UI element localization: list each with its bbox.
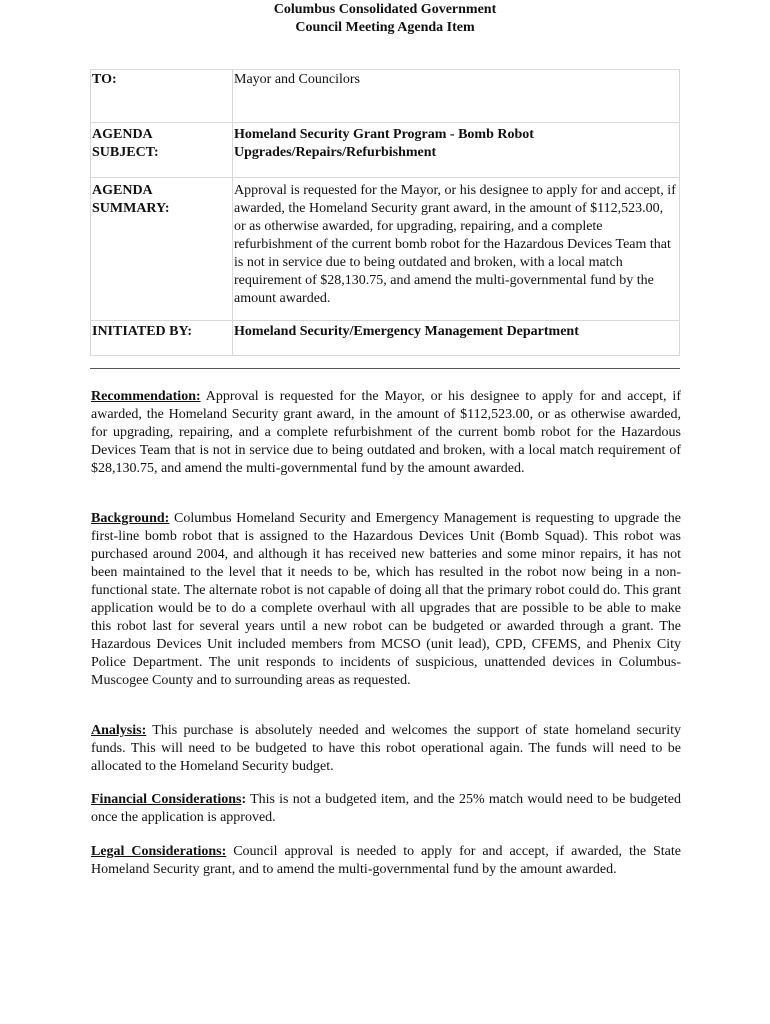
legal-text: Council approval is needed to apply for and accept, if awarded, the State Homeland Security grant, and to amend the multi-governmental fund by the amount awarded.: [91, 844, 681, 877]
recommendation-text: Approval is requested for the Mayor, or his designee to apply for and accept, if awarded, the Homeland Security grant award, in the amount of $112,523.00, or as otherwise awarded, for upgrading, repairing, and a complete refurbishment of the current bomb robot for the Hazardous Devices Team that is not in service due to being outdated and broken, with a local match requirement of $28,130.75, and amend the multi-governmental fund by the amount awarded.: [91, 389, 681, 476]
summary-value: Approval is requested for the Mayor, or his designee to apply for and accept, if awarded, the Homeland Security grant award, in the amount of $112,523.00, or as otherwise awarded, for upgrading, repairing, and a complete refurbishment of the current bomb robot for the Hazardous Devices Team that is not in service due to being outdated and broken, with a local match requirement of $28,130.75, and amend the multi-governmental fund by the amount awarded.: [233, 178, 680, 321]
financial-title: Financial Considerations: [91, 792, 242, 807]
legal-section: [91, 843, 681, 879]
background-title: Background:: [91, 511, 170, 526]
analysis-title: Analysis:: [91, 723, 147, 738]
analysis-text: This purchase is absolutely needed and welcomes the support of state homeland security funds. This will need to be budgeted to have this robot operational again. The funds will need to be allocated to the Homeland Security budget.: [91, 723, 681, 774]
background-text: Columbus Homeland Security and Emergency Management is requesting to upgrade the first-line bomb robot that is assigned to the Hazardous Devices Unit (Bomb Squad). This robot was purchased around 2004, and although it has received new batteries and some minor repairs, it has not been maintained to the level that it needs to be, which has resulted in the robot now being in a non-functional state. The alternate robot is not capable of doing all that the primary robot could do. This grant application would be to do a complete overhaul with all upgrades that are possible to be able to make this robot last for several years until a new robot can be budgeted or awarded through a grant. The Hazardous Devices Unit included members from MCSO (unit lead), CPD, CFEMS, and Phenix City Police Department. The unit responds to incidents of suspicious, unattended devices in Columbus-Muscogee County and to surrounding areas as requested.: [91, 511, 681, 688]
header-line-2: Council Meeting Agenda Item: [295, 20, 475, 35]
summary-label-line-1: AGENDA: [92, 183, 153, 198]
initiated-label: INITIATED BY:: [91, 321, 233, 356]
subject-value: [233, 123, 680, 178]
agenda-row-subject: [91, 123, 680, 178]
subject-label-line-2: SUBJECT:: [92, 145, 159, 160]
subject-value-line-1: Homeland Security Grant Program - Bomb Robot: [234, 127, 534, 142]
section-divider: [90, 368, 680, 369]
subject-value-line-2: Upgrades/Repairs/Refurbishment: [234, 145, 437, 160]
to-value: Mayor and Councilors: [233, 70, 680, 123]
legal-title: Legal Considerations:: [91, 844, 227, 859]
header-line-1: Columbus Consolidated Government: [273, 2, 497, 17]
financial-title-colon: :: [241, 792, 247, 807]
document-header: [0, 1, 770, 37]
agenda-row-summary: [91, 178, 680, 321]
financial-text: This is not a budgeted item, and the 25% match would need to be budgeted once the application is approved.: [91, 792, 681, 825]
agenda-row-to: [91, 70, 680, 123]
summary-label: [91, 178, 233, 321]
financial-section: [91, 791, 681, 827]
initiated-value: Homeland Security/Emergency Management Department: [233, 321, 680, 356]
agenda-table: [90, 69, 680, 356]
agenda-row-initiated: [91, 321, 680, 356]
to-label: TO:: [91, 70, 233, 123]
summary-label-line-2: SUMMARY:: [92, 201, 170, 216]
background-section: [91, 510, 681, 690]
recommendation-title: Recommendation:: [91, 389, 201, 404]
analysis-section: [91, 722, 681, 776]
subject-label-line-1: AGENDA: [92, 127, 153, 142]
subject-label: [91, 123, 233, 178]
recommendation-section: [91, 388, 681, 478]
